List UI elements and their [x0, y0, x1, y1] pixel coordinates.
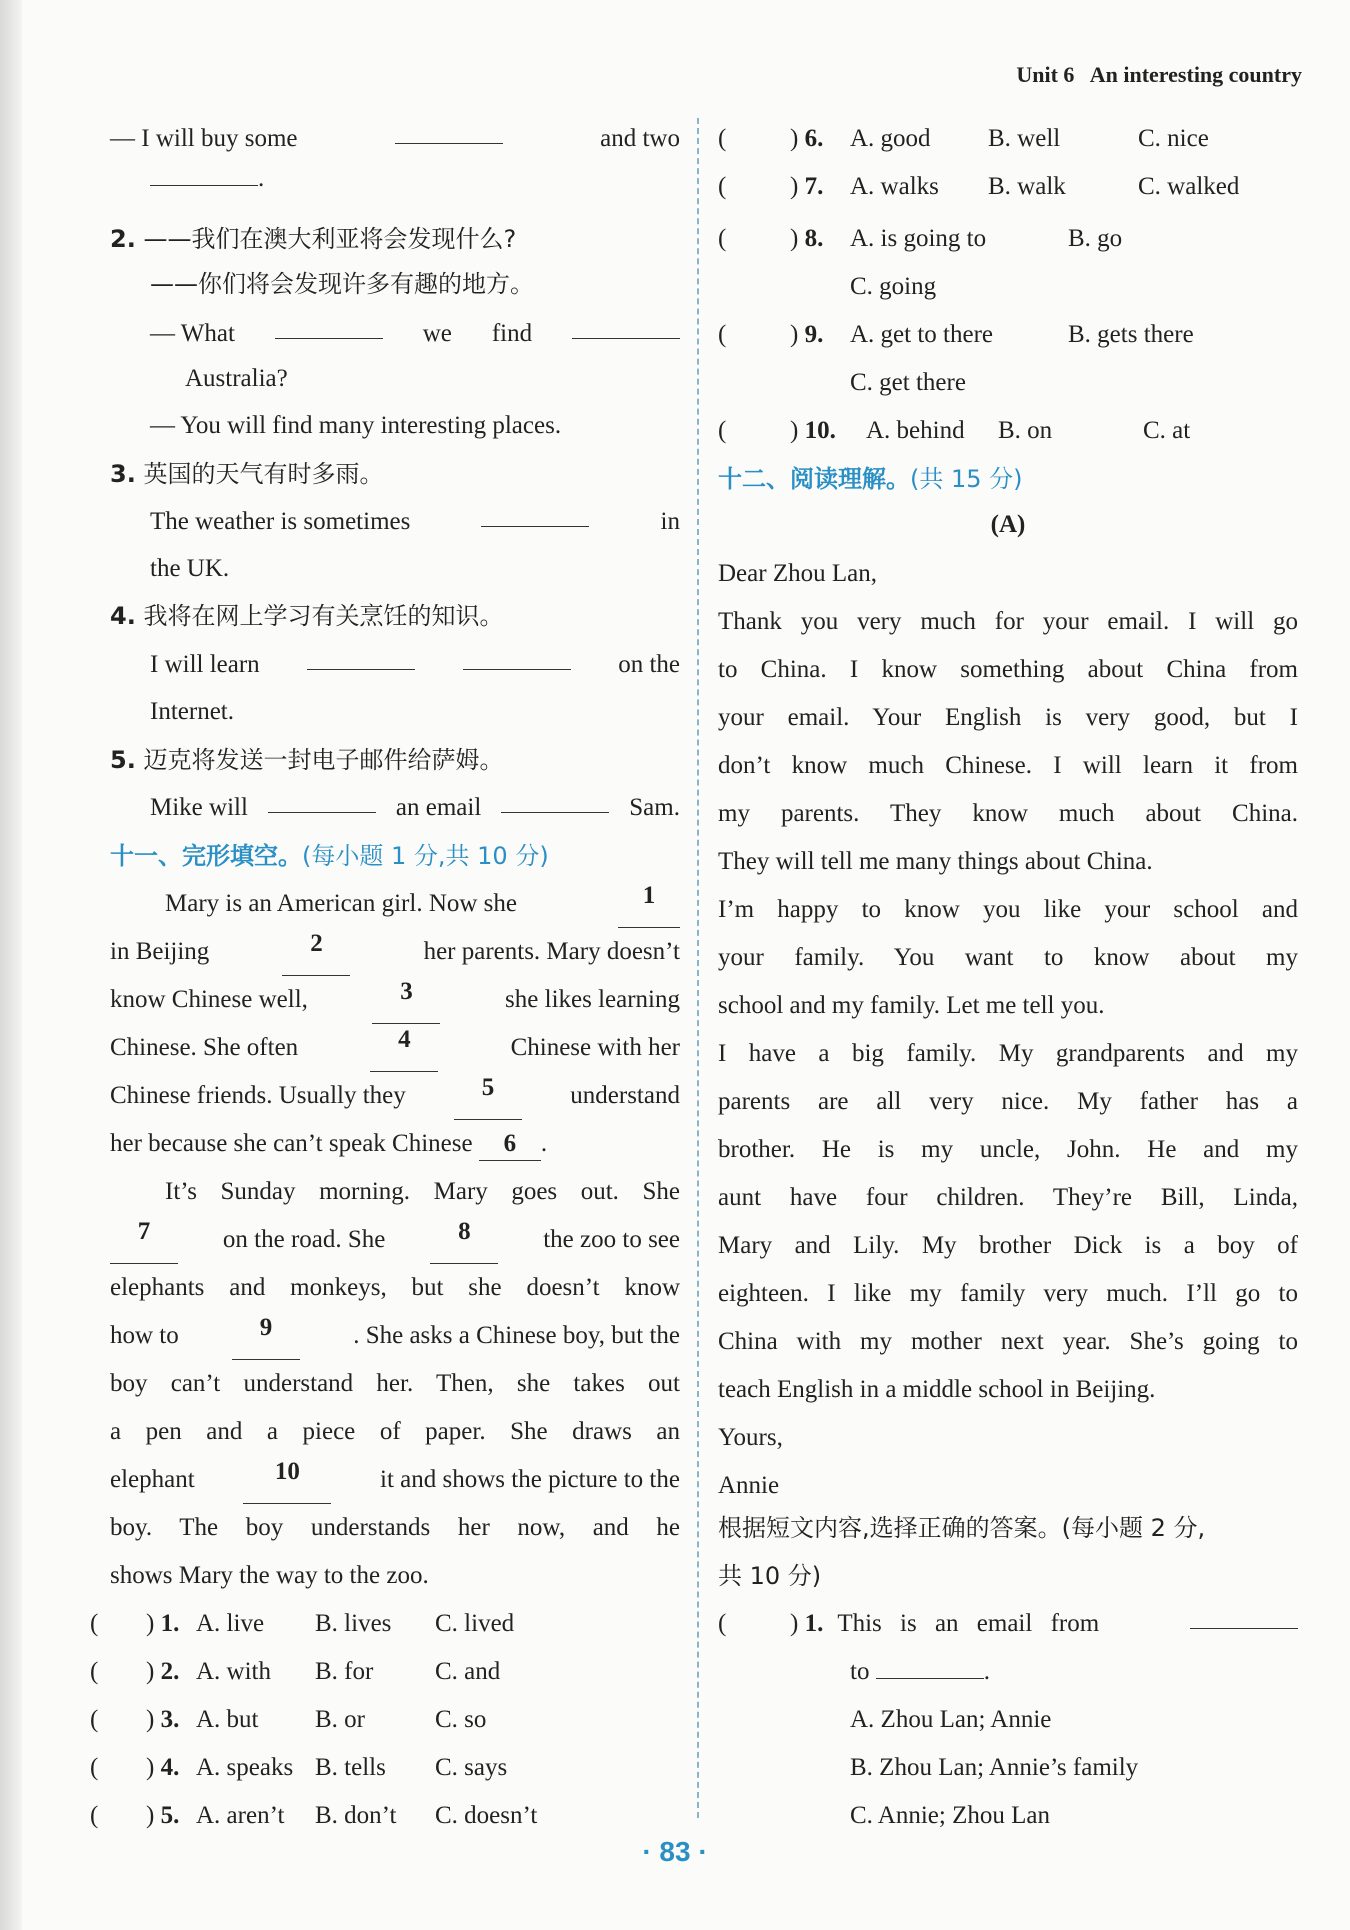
q1-text-a: — I will buy some — [110, 125, 298, 152]
choice-a[interactable]: A. live — [196, 1610, 265, 1637]
letter-line: I’m happy to know you like your school and — [718, 896, 1298, 923]
choice-number: ) 2. — [146, 1658, 180, 1685]
letter-line: Yours, — [718, 1424, 783, 1451]
choice-10-c[interactable]: C. at — [1143, 417, 1191, 444]
choice-number: ) 5. — [146, 1802, 180, 1829]
letter-line: school and my family. Let me tell you. — [718, 992, 1105, 1019]
choice-c[interactable]: C. so — [435, 1706, 487, 1733]
q2-blank-1[interactable] — [275, 310, 383, 339]
letter-line: your family. You want to know about my — [718, 944, 1298, 971]
cloze-blank-9[interactable]: 9 — [232, 1312, 300, 1360]
page-number: · 83 · — [642, 1836, 708, 1867]
choice-paren-open: ( — [718, 173, 727, 200]
choice-number-value: 4. — [160, 1754, 180, 1781]
rq1-blank-1[interactable] — [1190, 1600, 1298, 1629]
letter-line: don’t know much Chinese. I will learn it from — [718, 752, 1298, 779]
letter-line: teach English in a middle school in Beijing. — [718, 1376, 1156, 1403]
choice-a[interactable]: A. aren’t — [196, 1802, 285, 1829]
choice-paren-open: ( — [90, 1610, 99, 1637]
q3-blank[interactable] — [481, 498, 589, 527]
q1-period: . — [258, 165, 265, 192]
choice-c[interactable]: C. nice — [1138, 125, 1209, 152]
choice-b[interactable]: B. lives — [315, 1610, 392, 1637]
passage-text: know Chinese well, — [110, 986, 308, 1013]
choice-number-value: 3. — [160, 1706, 180, 1733]
letter-line: aunt have four children. They’re Bill, Linda, — [718, 1184, 1298, 1211]
choice-b[interactable]: B. walk — [988, 173, 1066, 200]
passage-line-15: shows Mary the way to the zoo. — [110, 1562, 429, 1589]
choice-paren-open: ( — [90, 1802, 99, 1829]
choice-row-10-num: ) 10. — [790, 417, 836, 444]
choice-b[interactable]: B. tells — [315, 1754, 386, 1781]
rq1-paren-open: ( — [718, 1610, 727, 1637]
rq1-stem-b: to — [850, 1658, 870, 1685]
q1-blank-1[interactable] — [395, 115, 503, 144]
passage-text: her parents. Mary doesn’t — [423, 938, 680, 965]
choice-number: ) 6. — [790, 125, 824, 152]
cloze-blank-6[interactable]: 6 — [479, 1128, 541, 1161]
cloze-blank-2[interactable]: 2 — [282, 928, 350, 976]
choice-c[interactable]: C. lived — [435, 1610, 515, 1637]
page-number-value: 83 — [659, 1836, 691, 1867]
passage-text: in Beijing — [110, 938, 210, 965]
q2-en-b: we — [422, 320, 452, 347]
passage-text: . — [540, 1130, 548, 1157]
choice-number: ) 7. — [790, 173, 824, 200]
q2-en-answer: — You will find many interesting places. — [150, 412, 562, 439]
choice-b[interactable]: B. well — [988, 125, 1061, 152]
q3-en-b: in — [660, 508, 680, 535]
choice-8-c[interactable]: C. going — [850, 273, 937, 300]
choice-c[interactable]: C. doesn’t — [435, 1802, 538, 1829]
passage-line-9: elephants and monkeys, but she doesn’t know — [110, 1274, 680, 1301]
choice-b[interactable]: B. or — [315, 1706, 365, 1733]
passage-text: Chinese. She often — [110, 1034, 299, 1061]
q3-cn-text: 英国的天气有时多雨。 — [143, 460, 384, 488]
choice-a[interactable]: A. walks — [850, 173, 939, 200]
choice-9-a[interactable]: A. get to there — [850, 321, 994, 348]
unit-title: An interesting country — [1089, 62, 1302, 87]
reading-instructions-2: 共 10 分) — [718, 1562, 822, 1590]
rq1-stem-a: This is an email from — [837, 1610, 1100, 1637]
section-11-heading: 十一、完形填空。 — [110, 842, 302, 870]
q2-blank-2[interactable] — [572, 310, 680, 339]
q4-cn-text: 我将在网上学习有关烹饪的知识。 — [143, 602, 504, 630]
choice-8-b[interactable]: B. go — [1068, 225, 1123, 252]
choice-row-9: ( — [718, 321, 727, 348]
passage-line-3 — [110, 976, 680, 1024]
q5-number: 5. — [110, 746, 136, 774]
passage-text: . She asks a Chinese boy, but the — [353, 1322, 680, 1349]
passage-text: the zoo to see — [543, 1226, 680, 1253]
letter-line: eighteen. I like my family very much. I’ll go to — [718, 1280, 1298, 1307]
choice-number-value: 6. — [804, 125, 824, 152]
letter-line: my parents. They know much about China. — [718, 800, 1298, 827]
passage-text: her because she can’t speak Chinese — [110, 1130, 473, 1157]
choice-number: ) 3. — [146, 1706, 180, 1733]
rq1-number: 1. — [804, 1610, 824, 1637]
q3-en-cont: the UK. — [150, 555, 230, 582]
cloze-blank-10[interactable]: 10 — [243, 1456, 331, 1504]
q2-number: 2. — [110, 225, 136, 253]
passage-text: it and shows the picture to the — [380, 1466, 680, 1493]
letter-line: to China. I know something about China from — [718, 656, 1298, 683]
section-11-score: (每小题 1 分,共 10 分) — [302, 842, 549, 870]
q2-en1 — [150, 310, 680, 358]
q5-blank-2[interactable] — [501, 784, 609, 813]
passage-text: Chinese friends. Usually they — [110, 1082, 406, 1109]
cloze-blank-1[interactable]: 1 — [618, 880, 680, 928]
passage-text: on the road. She — [222, 1226, 386, 1253]
part-a-label: (A) — [990, 511, 1026, 538]
passage-line-6 — [110, 1120, 547, 1168]
choice-number-value: 2. — [160, 1658, 180, 1685]
choice-row-8-num: ) 8. — [790, 225, 824, 252]
q5-cn — [110, 736, 503, 784]
q1-blank-2[interactable] — [150, 157, 258, 186]
choice-10-a[interactable]: A. behind — [866, 417, 965, 444]
cloze-blank-4[interactable]: 4 — [370, 1024, 438, 1072]
choice-paren-open: ( — [90, 1706, 99, 1733]
choice-number: 10. — [804, 417, 836, 444]
q2-en-cont: Australia? — [185, 365, 288, 392]
q2-cn-answer: ——你们将会发现许多有趣的地方。 — [150, 270, 534, 298]
choice-paren-open: ( — [90, 1754, 99, 1781]
choice-number-value: 1. — [160, 1610, 180, 1637]
choice-c[interactable]: C. and — [435, 1658, 501, 1685]
cloze-blank-8[interactable]: 8 — [430, 1216, 498, 1264]
cloze-blank-5[interactable]: 5 — [454, 1072, 522, 1120]
passage-text: understand — [570, 1082, 680, 1109]
unit-label: Unit 6 — [1016, 62, 1075, 87]
passage-line-2 — [110, 928, 680, 976]
choice-c[interactable]: C. walked — [1138, 173, 1240, 200]
choice-paren-open: ( — [718, 125, 727, 152]
choice-c[interactable]: C. says — [435, 1754, 508, 1781]
passage-line-5 — [110, 1072, 680, 1120]
rq1-stem-line1: ) 1. This is an email from — [790, 1600, 1298, 1648]
passage-text: she likes learning — [505, 986, 680, 1013]
passage-line-10 — [110, 1312, 680, 1360]
rq1-period: . — [983, 1658, 990, 1685]
column-divider — [697, 118, 699, 1818]
choice-a[interactable]: A. with — [196, 1658, 271, 1685]
passage-text: Chinese with her — [510, 1034, 680, 1061]
choice-number-value: 7. — [804, 173, 824, 200]
choice-number: ) 4. — [146, 1754, 180, 1781]
letter-line: Mary and Lily. My brother Dick is a boy of — [718, 1232, 1298, 1259]
section-12-heading: 十二、阅读理解。 — [718, 465, 910, 493]
q3-cn — [110, 450, 383, 498]
q5-en — [150, 784, 680, 832]
letter-line: Annie — [718, 1472, 780, 1499]
q3-en — [150, 498, 680, 546]
q5-en-a: Mike will — [150, 794, 248, 821]
passage-line-11: boy can’t understand her. Then, she takes out — [110, 1370, 680, 1397]
choice-number: 8. — [804, 225, 824, 252]
letter-line: parents are all very nice. My father has a — [718, 1088, 1298, 1115]
q4-en — [150, 641, 680, 689]
letter-line: Thank you very much for your email. I will go — [718, 608, 1298, 635]
q1-line2 — [150, 155, 264, 203]
choice-row-8: ( — [718, 225, 727, 252]
letter-line: brother. He is my uncle, John. He and my — [718, 1136, 1298, 1163]
q3-en-a: The weather is sometimes — [150, 508, 411, 535]
q4-number: 4. — [110, 602, 136, 630]
q2-cn-question: ——我们在澳大利亚将会发现什么? — [143, 225, 517, 253]
choice-a[interactable]: A. but — [196, 1706, 259, 1733]
page-spine-shadow — [0, 0, 22, 1930]
choice-number: 9. — [804, 321, 824, 348]
q5-en-b: an email — [395, 794, 482, 821]
q2-en-a: — What — [150, 320, 235, 347]
q5-blank-1[interactable] — [268, 784, 376, 813]
rq1-blank-2[interactable] — [876, 1650, 984, 1679]
choice-row-10: ( — [718, 417, 727, 444]
cloze-blank-7[interactable]: 7 — [110, 1216, 178, 1264]
choice-number-value: 5. — [160, 1802, 180, 1829]
passage-line-12: a pen and a piece of paper. She draws an — [110, 1418, 680, 1445]
choice-a[interactable]: A. speaks — [196, 1754, 294, 1781]
rq1-option-c[interactable]: C. Annie; Zhou Lan — [850, 1802, 1050, 1829]
rq1-option-b[interactable]: B. Zhou Lan; Annie’s family — [850, 1754, 1139, 1781]
q1-text-b: and two — [600, 125, 680, 152]
passage-line-7: It’s Sunday morning. Mary goes out. She — [165, 1178, 680, 1205]
q4-blank-2[interactable] — [463, 641, 571, 670]
letter-line: your email. Your English is very good, but I — [718, 704, 1298, 731]
reading-instructions-1: 根据短文内容,选择正确的答案。(每小题 2 分, — [718, 1514, 1206, 1542]
choice-a[interactable]: A. good — [850, 125, 931, 152]
cloze-blank-3[interactable]: 3 — [372, 976, 440, 1024]
letter-line: They will tell me many things about China. — [718, 848, 1153, 875]
choice-b[interactable]: B. for — [315, 1658, 374, 1685]
passage-line-4 — [110, 1024, 680, 1072]
q5-cn-text: 迈克将发送一封电子邮件给萨姆。 — [143, 746, 504, 774]
choice-9-c[interactable]: C. get there — [850, 369, 966, 396]
rq1-stem-line2 — [850, 1648, 990, 1696]
choice-10-b[interactable]: B. on — [998, 417, 1053, 444]
passage-line-13 — [110, 1456, 680, 1504]
choice-8-a[interactable]: A. is going to — [850, 225, 987, 252]
page-header — [1016, 62, 1302, 88]
section-12-title — [718, 455, 1023, 503]
q3-number: 3. — [110, 460, 136, 488]
passage-text: Mary is an American girl. Now she — [165, 890, 518, 917]
passage-text: how to — [110, 1322, 179, 1349]
choice-row-9-num: ) 9. — [790, 321, 824, 348]
q2-cn1 — [110, 215, 516, 263]
passage-text: elephant — [110, 1466, 195, 1493]
section-11-title — [110, 832, 549, 880]
passage-line-14: boy. The boy understands her now, and he — [110, 1514, 680, 1541]
letter-line: Dear Zhou Lan, — [718, 560, 877, 587]
q2-en-c: find — [491, 320, 533, 347]
choice-9-b[interactable]: B. gets there — [1068, 321, 1194, 348]
letter-line: China with my mother next year. She’s going to — [718, 1328, 1298, 1355]
letter-line: I have a big family. My grandparents and my — [718, 1040, 1298, 1067]
rq1-option-a[interactable]: A. Zhou Lan; Annie — [850, 1706, 1052, 1733]
q4-en-cont: Internet. — [150, 698, 234, 725]
choice-number: ) 1. — [146, 1610, 180, 1637]
choice-b[interactable]: B. don’t — [315, 1802, 397, 1829]
q5-en-c: Sam. — [629, 794, 680, 821]
choice-paren-open: ( — [90, 1658, 99, 1685]
q4-en-b: on the — [618, 651, 680, 678]
passage-line-8 — [110, 1216, 680, 1264]
q4-en-a: I will learn — [150, 651, 260, 678]
q4-cn — [110, 592, 503, 640]
passage-line-1 — [165, 880, 680, 928]
q4-blank-1[interactable] — [307, 641, 415, 670]
section-12-score: (共 15 分) — [910, 465, 1023, 493]
